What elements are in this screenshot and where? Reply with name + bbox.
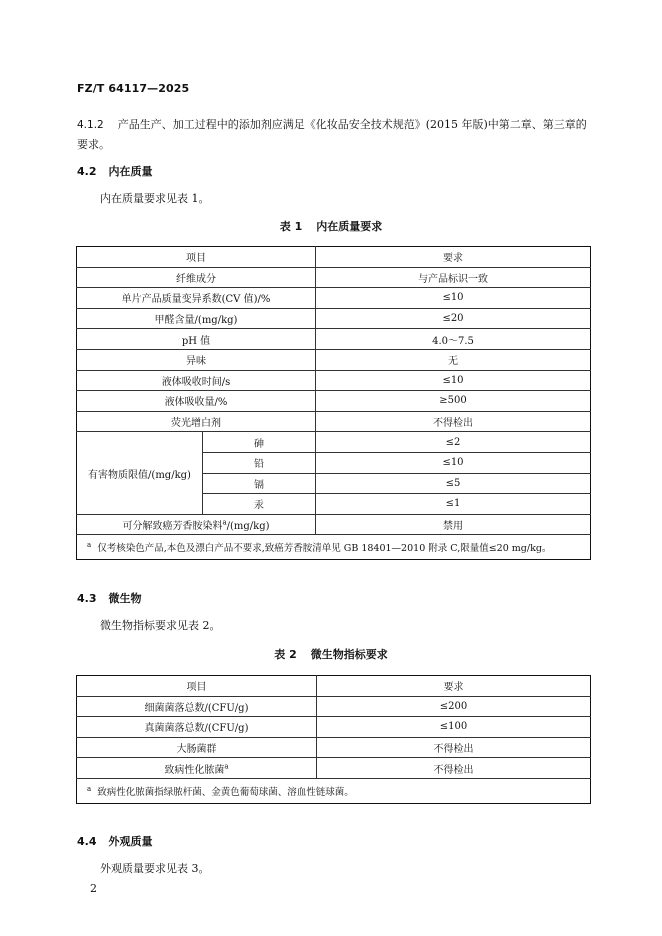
table-row [77, 370, 591, 391]
table-cell-item: 单片产品质量变异系数(CV 值)/% [77, 288, 316, 309]
footnote-marker: a [87, 541, 92, 550]
table-header-requirement: 要求 [317, 676, 591, 697]
table-footnote-row [77, 535, 591, 560]
section-number: 4.2 [77, 165, 97, 178]
table-row [77, 308, 591, 329]
table-cell-requirement: 不得检出 [317, 758, 591, 779]
table-cell-element: 镉 [203, 473, 316, 494]
table-row [77, 288, 591, 309]
section-number: 4.3 [77, 592, 97, 605]
table-row [77, 411, 591, 432]
table-cell-requirement: ≥500 [316, 391, 591, 412]
table-cell-requirement: ≤5 [316, 473, 591, 494]
table1-title: 内在质量要求 [316, 220, 383, 233]
section-heading-4-3 [77, 590, 142, 606]
section-title: 微生物 [108, 592, 142, 605]
table-cell-requirement: ≤20 [316, 308, 591, 329]
table-header-requirement: 要求 [316, 247, 591, 268]
footnote-marker: a [87, 784, 92, 793]
table-cell-item: 甲醛含量/(mg/kg) [77, 308, 316, 329]
standard-code: FZ/T 64117—2025 [77, 82, 190, 95]
table-cell-item: 液体吸收时间/s [77, 370, 316, 391]
table-header-item: 项目 [77, 676, 317, 697]
table-row [77, 758, 591, 779]
section-4-3-paragraph: 微生物指标要求见表 2。 [100, 619, 221, 632]
table-cell-requirement: ≤200 [317, 696, 591, 717]
table-cell-requirement: ≤10 [316, 370, 591, 391]
table-cell-item [77, 514, 316, 535]
table-cell-requirement: 不得检出 [316, 411, 591, 432]
clause-4-1-2 [77, 115, 587, 154]
harmful-substances-label: 有害物质限值/(mg/kg) [77, 432, 203, 514]
azo-dye-unit: /(mg/kg) [226, 521, 270, 533]
section-title: 内在质量 [108, 165, 153, 178]
table2-footnote [77, 778, 591, 803]
table-row [77, 349, 591, 370]
table-header-item: 项目 [77, 247, 316, 268]
table2-title: 微生物指标要求 [310, 648, 388, 661]
table-row [77, 267, 591, 288]
clause-text: 产品生产、加工过程中的添加剂应满足《化妆品安全技术规范》(2015 年版)中第二章、第三章的要求。 [77, 118, 587, 151]
table-cell-item: 荧光增白剂 [77, 411, 316, 432]
table-cell-requirement: 不得检出 [317, 737, 591, 758]
table-footnote-row [77, 778, 591, 803]
table-row [77, 737, 591, 758]
table-row [77, 514, 591, 535]
table-cell-item: 纤维成分 [77, 267, 316, 288]
page-number: 2 [90, 882, 97, 895]
table-row [77, 717, 591, 738]
table-cell-item: 真菌菌落总数/(CFU/g) [77, 717, 317, 738]
table-cell-item: 细菌菌落总数/(CFU/g) [77, 696, 317, 717]
table-row [77, 432, 591, 453]
table-cell-requirement: ≤1 [316, 494, 591, 515]
table-cell-requirement: 禁用 [316, 514, 591, 535]
table-cell-item: 液体吸收量/% [77, 391, 316, 412]
footnote-text: 仅考核染色产品,本色及漂白产品不要求,致癌芳香胺清单见 GB 18401—2010 附录 C,限量值≤20 mg/kg。 [97, 543, 552, 555]
table-cell-element: 砷 [203, 432, 316, 453]
section-title: 外观质量 [108, 835, 153, 848]
table-cell-element: 汞 [203, 494, 316, 515]
table-cell-requirement: ≤2 [316, 432, 591, 453]
table-cell-item: 异味 [77, 349, 316, 370]
footnote-marker: a [224, 762, 229, 771]
table-cell-item: pH 值 [77, 329, 316, 350]
table-cell-requirement: ≤10 [316, 452, 591, 473]
azo-dye-label: 可分解致癌芳香胺染料 [122, 521, 223, 533]
section-heading-4-4 [77, 833, 153, 849]
table1-label: 表 1 [279, 220, 303, 233]
table2-label: 表 2 [274, 648, 297, 661]
table-cell-requirement: ≤100 [317, 717, 591, 738]
table-cell-requirement: ≤10 [316, 288, 591, 309]
section-heading-4-2 [77, 163, 153, 179]
table1-footnote [77, 535, 591, 560]
table2-caption [0, 646, 662, 662]
table-cell-element: 铅 [203, 452, 316, 473]
table-cell-requirement: 与产品标识一致 [316, 267, 591, 288]
table-header-row [77, 676, 591, 697]
table-row [77, 329, 591, 350]
table2 [76, 675, 591, 804]
footnote-text: 致病性化脓菌指绿脓杆菌、金黄色葡萄球菌、溶血性链球菌。 [97, 786, 354, 798]
table-header-row [77, 247, 591, 268]
footnote-marker: a [222, 518, 227, 527]
table1 [76, 246, 591, 560]
table-cell-item [77, 758, 317, 779]
clause-number: 4.1.2 [77, 119, 104, 131]
table-row [77, 696, 591, 717]
table-row [77, 391, 591, 412]
section-4-2-paragraph: 内在质量要求见表 1。 [100, 192, 210, 205]
table-cell-item: 大肠菌群 [77, 737, 317, 758]
section-number: 4.4 [77, 835, 97, 848]
table-cell-requirement: 4.0～7.5 [316, 329, 591, 350]
section-4-4-paragraph: 外观质量要求见表 3。 [100, 862, 210, 875]
pyogenic-label: 致病性化脓菌 [164, 764, 225, 776]
table1-caption [0, 218, 662, 234]
table-cell-requirement: 无 [316, 349, 591, 370]
